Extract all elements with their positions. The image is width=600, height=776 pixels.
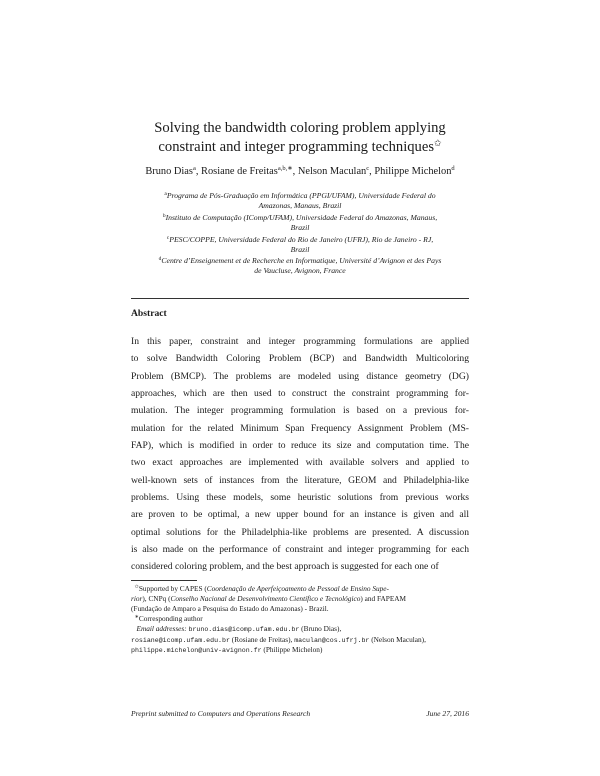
- abstract-line: FAP), which is modified in order to reduce its size and computation time. The: [131, 440, 469, 452]
- affiliation-line: [130, 191, 470, 201]
- affiliation-text: PESC/COPPE, Universidade Federal do Rio de Janeiro (UFRJ), Rio de Janeiro - RJ,: [169, 235, 434, 244]
- email-owner: (Rosiane de Freitas),: [231, 634, 293, 644]
- affiliation-text: Instituto de Computação (IComp/UFAM), Universidade Federal do Amazonas, Manaus,: [165, 213, 438, 222]
- footnote-star-mark: ✩: [134, 585, 139, 590]
- author-name: Bruno Dias: [145, 166, 193, 177]
- affiliation-a: [130, 191, 470, 211]
- capes-name: Coordenação de Aperfeiçoamento de Pessoal de Ensino Supe-: [206, 584, 389, 593]
- abstract-line: mulation. The integer programming formulation is based on a previous for-: [131, 405, 469, 417]
- abstract-top-rule: [131, 298, 469, 299]
- abstract-line: is also made on the performance of constraint and integer programming for each: [131, 544, 469, 556]
- email-link[interactable]: philippe.michelon@univ-avignon.fr: [131, 647, 262, 655]
- author-mark: d: [451, 165, 455, 172]
- abstract-line: are proven to be optimal, a new upper bound for an instance is given and all: [131, 509, 469, 521]
- affiliation-mark: d: [158, 256, 162, 262]
- author-name: Rosiane de Freitas: [201, 166, 278, 177]
- footnote-corresponding: [131, 614, 469, 624]
- author-list: Bruno Dias$^a$, Rosiane de Freitas$^{a,b,∗}$, Nelson Maculan$^c$, Philippe Michelon$^d$: [145, 165, 455, 177]
- title-line-2-text: constraint and integer programming techniques: [158, 139, 435, 155]
- cnpq-name: Conselho Nacional de Desenvolvimento Científico e Tecnológico: [170, 593, 361, 603]
- footnote-text: ), CNPq (: [142, 593, 171, 603]
- abstract-line: In this paper, constraint and integer programming formulations are applied: [131, 336, 469, 347]
- affiliation-d: [130, 256, 470, 276]
- capes-name-cont: rior: [131, 593, 143, 603]
- email-link[interactable]: bruno.dias@icomp.ufam.edu.br: [188, 625, 300, 633]
- abstract-line: two exact approaches are implemented with available solvers and applied to: [131, 457, 469, 469]
- abstract-line: Problem (BMCP). The problems are modeled using distance geometry (DG): [131, 370, 469, 382]
- affiliation-mark: c: [166, 235, 170, 241]
- affiliation-b: [130, 213, 470, 233]
- email-owner: (Philippe Michelon): [263, 645, 323, 655]
- paper-title: [60, 119, 540, 157]
- abstract-heading: Abstract: [131, 308, 167, 319]
- affiliation-mark: b: [162, 213, 166, 219]
- title-line-2: [60, 138, 540, 157]
- preprint-date: June 27, 2016: [426, 709, 469, 718]
- author-name: Philippe Michelon: [374, 166, 452, 177]
- footnote-text: Supported by CAPES (: [138, 584, 207, 593]
- footnote-email-line-1: [131, 624, 469, 635]
- affiliation-line: Brazil: [290, 245, 310, 255]
- abstract-line: optimal solutions for the Philadelphia-like problems are presented. A discussion: [131, 526, 469, 538]
- footnote-support-line-2: [131, 594, 469, 604]
- affiliation-mark: a: [164, 191, 167, 197]
- author-name: Nelson Maculan: [297, 166, 367, 177]
- footnote-text: ) and FAPEAM: [360, 593, 407, 603]
- affiliation-line: [130, 235, 470, 245]
- footnote-text: Corresponding author: [138, 613, 203, 623]
- footnote-support-line-1: [131, 584, 469, 594]
- affiliation-line: Amazonas, Manaus, Brazil: [258, 201, 342, 211]
- affiliation-line: Brazil: [290, 223, 310, 233]
- footnote-corr-mark: ∗: [134, 614, 139, 620]
- abstract-line: problems. Using these models, some heuristic solutions from previous works: [131, 492, 469, 504]
- abstract-body: [131, 333, 469, 576]
- affiliation-line: [130, 256, 470, 266]
- affiliation-text: Centre d’Enseignement et de Recherche en Informatique, Université d’Avignon et des Pays: [161, 256, 442, 265]
- abstract-line: well-known sets of instances from the literature, GEOM and Philadelphia-like: [131, 474, 469, 486]
- preprint-note: Preprint submitted to Computers and Operations Research: [131, 709, 311, 718]
- author-mark: c: [366, 165, 370, 172]
- author-mark: a,b,∗: [277, 165, 293, 172]
- abstract-line: mulation for the related Minimum Span Frequency Assignment Problem (MS-: [131, 422, 469, 434]
- affiliation-c: [130, 235, 470, 255]
- abstract-line: to solve Bandwidth Coloring Problem (BCP) and Bandwidth Multicoloring: [131, 353, 469, 365]
- title-star-mark: ✩: [434, 138, 442, 148]
- affiliation-line: de Vaucluse, Avignon, France: [254, 266, 346, 276]
- title-line-1: Solving the bandwidth coloring problem applying: [154, 120, 446, 136]
- affiliation-line: [130, 213, 470, 223]
- footnote-email-line-3: [131, 645, 469, 656]
- footnote-email-line-2: [131, 635, 469, 646]
- affiliation-text: Programa de Pós-Graduação em Informática (PPGI/UFAM), Universidade Federal do: [166, 191, 436, 200]
- author-mark: a: [192, 165, 196, 172]
- footnote-rule: [131, 580, 197, 581]
- email-owner: (Nelson Maculan),: [371, 634, 426, 644]
- footnotes: [131, 584, 469, 656]
- email-link[interactable]: maculan@cos.ufrj.br: [294, 636, 370, 644]
- footnote-support-line-3: (Fundação de Amparo a Pesquisa do Estado do Amazonas) - Brazil.: [131, 603, 329, 613]
- email-owner: (Bruno Dias),: [301, 623, 342, 633]
- email-label: Email addresses:: [136, 623, 187, 633]
- abstract-line: approaches, which are then used to construct the constraint programming for-: [131, 388, 469, 400]
- email-link[interactable]: rosiane@icomp.ufam.edu.br: [131, 636, 230, 644]
- abstract-line: considered coloring problem, and the best approach is suggested for each one of: [131, 561, 439, 573]
